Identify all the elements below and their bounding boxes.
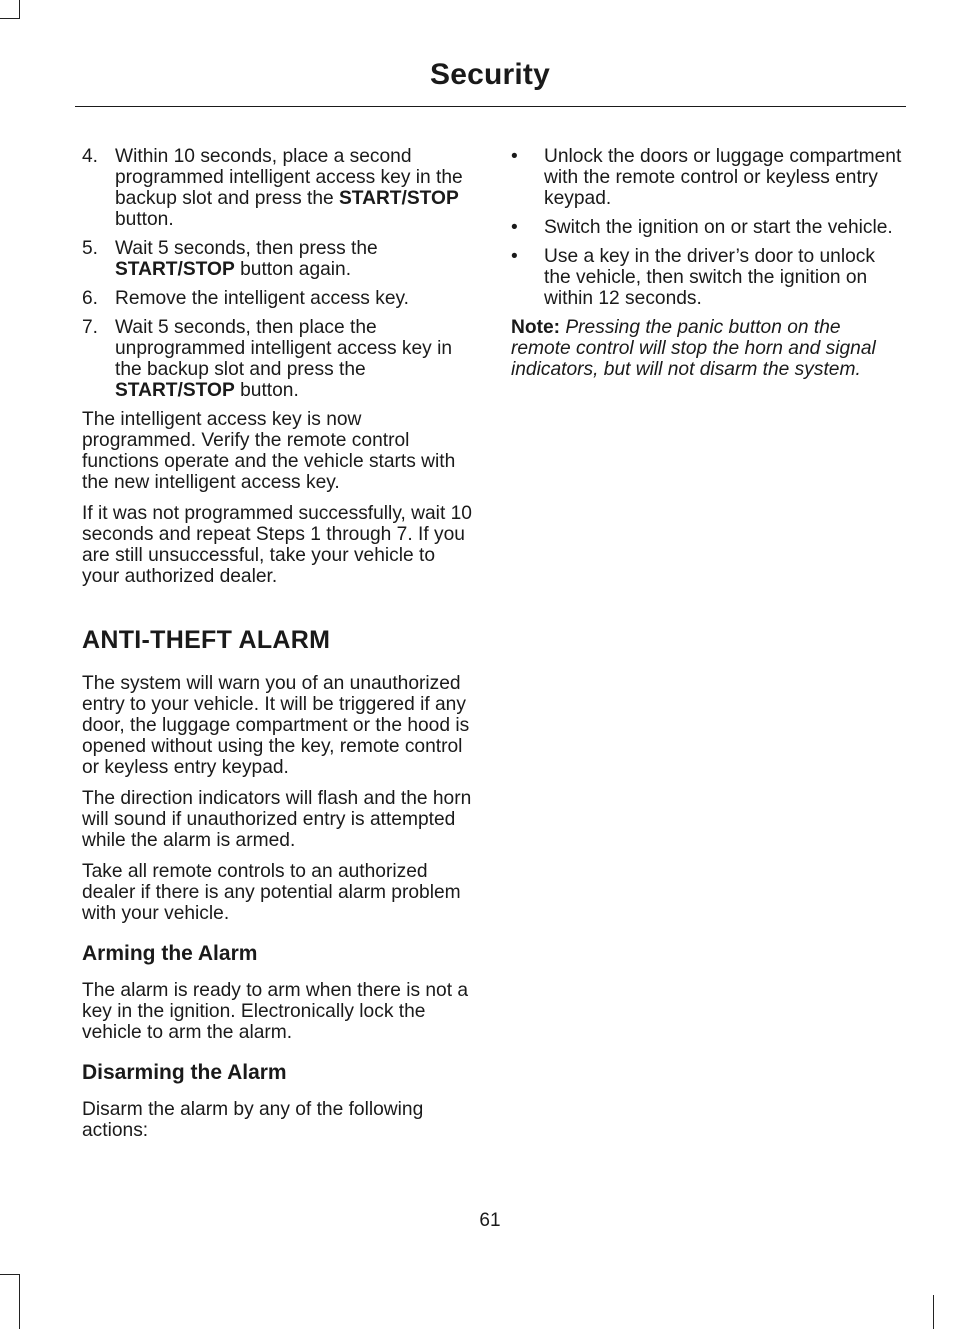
- list-item: [511, 217, 903, 238]
- step-text-after: button.: [115, 209, 174, 230]
- bullet-icon: •: [511, 217, 518, 238]
- page-title: Security: [430, 58, 550, 91]
- list-item: [511, 146, 903, 209]
- paragraph-arming: The alarm is ready to arm when there is not a key in the ignition. Electronically lock the vehicle to arm the alarm.: [82, 980, 469, 1043]
- step-text-after: button again.: [234, 259, 352, 280]
- bullet-icon: •: [511, 246, 518, 267]
- step-text: Remove the intelligent access key.: [115, 288, 409, 309]
- crop-mark: [0, 18, 20, 19]
- list-item: [511, 246, 903, 309]
- note: [511, 317, 903, 380]
- paragraph-alarm-warning: The system will warn you of an unauthorized entry to your vehicle. It will be triggered if any door, the luggage compartment or the hood is opened without using the key, remote control or keyless entry keypad.: [82, 673, 470, 778]
- crop-mark: [19, 0, 20, 18]
- disarm-actions-list: [511, 146, 903, 309]
- step-bold-term: START/STOP: [339, 188, 459, 209]
- left-column: [82, 146, 474, 1151]
- step-text: Wait 5 seconds, then place the unprogrammed intelligent access key in the backup slot and press the: [115, 317, 453, 380]
- note-label: Note:: [511, 317, 561, 338]
- subheading-arming: Arming the Alarm: [82, 942, 258, 965]
- step-text-after: button.: [234, 380, 299, 401]
- step-number: 4.: [82, 146, 99, 167]
- right-column: [511, 146, 903, 390]
- step-item: [82, 238, 474, 280]
- step-number: 7.: [82, 317, 99, 338]
- crop-mark: [19, 1274, 20, 1329]
- paragraph-programmed: The intelligent access key is now programmed. Verify the remote control functions operate and the vehicle starts with the new intelligent access key.: [82, 409, 456, 493]
- paragraph-alarm-dealer: Take all remote controls to an authorized dealer if there is any potential alarm problem with your vehicle.: [82, 861, 461, 924]
- subheading-disarming: Disarming the Alarm: [82, 1061, 287, 1084]
- step-bold-term: START/STOP: [115, 259, 235, 280]
- paragraph-disarming: Disarm the alarm by any of the following actions:: [82, 1099, 424, 1141]
- crop-mark: [933, 1295, 934, 1329]
- paragraph-not-programmed: If it was not programmed successfully, wait 10 seconds and repeat Steps 1 through 7. If you are still unsuccessful, take your vehicle to your authorized dealer.: [82, 503, 472, 587]
- page-number: 61: [479, 1210, 501, 1231]
- title-divider: [75, 106, 906, 107]
- list-item-text: Use a key in the driver’s door to unlock the vehicle, then switch the ignition on within 12 seconds.: [544, 246, 875, 309]
- step-text: Within 10 seconds, place a second programmed intelligent access key in the backup slot and press the: [115, 146, 463, 209]
- steps-list: [82, 146, 474, 401]
- list-item-text: Switch the ignition on or start the vehicle.: [544, 217, 893, 238]
- step-number: 5.: [82, 238, 99, 259]
- step-text: Wait 5 seconds, then press the: [115, 238, 378, 259]
- step-number: 6.: [82, 288, 99, 309]
- step-item: [82, 288, 474, 309]
- step-item: [82, 317, 474, 401]
- paragraph-alarm-indicators: The direction indicators will flash and the horn will sound if unauthorized entry is attempted while the alarm is armed.: [82, 788, 472, 851]
- list-item-text: Unlock the doors or luggage compartment with the remote control or keyless entry keypad.: [544, 146, 902, 209]
- section-heading-anti-theft-alarm: ANTI-THEFT ALARM: [82, 626, 331, 654]
- note-text: Pressing the panic button on the remote control will stop the horn and signal indicators, but will not disarm the system.: [511, 317, 876, 380]
- step-bold-term: START/STOP: [115, 380, 235, 401]
- bullet-icon: •: [511, 146, 518, 167]
- step-item: [82, 146, 474, 230]
- crop-mark: [0, 1274, 20, 1275]
